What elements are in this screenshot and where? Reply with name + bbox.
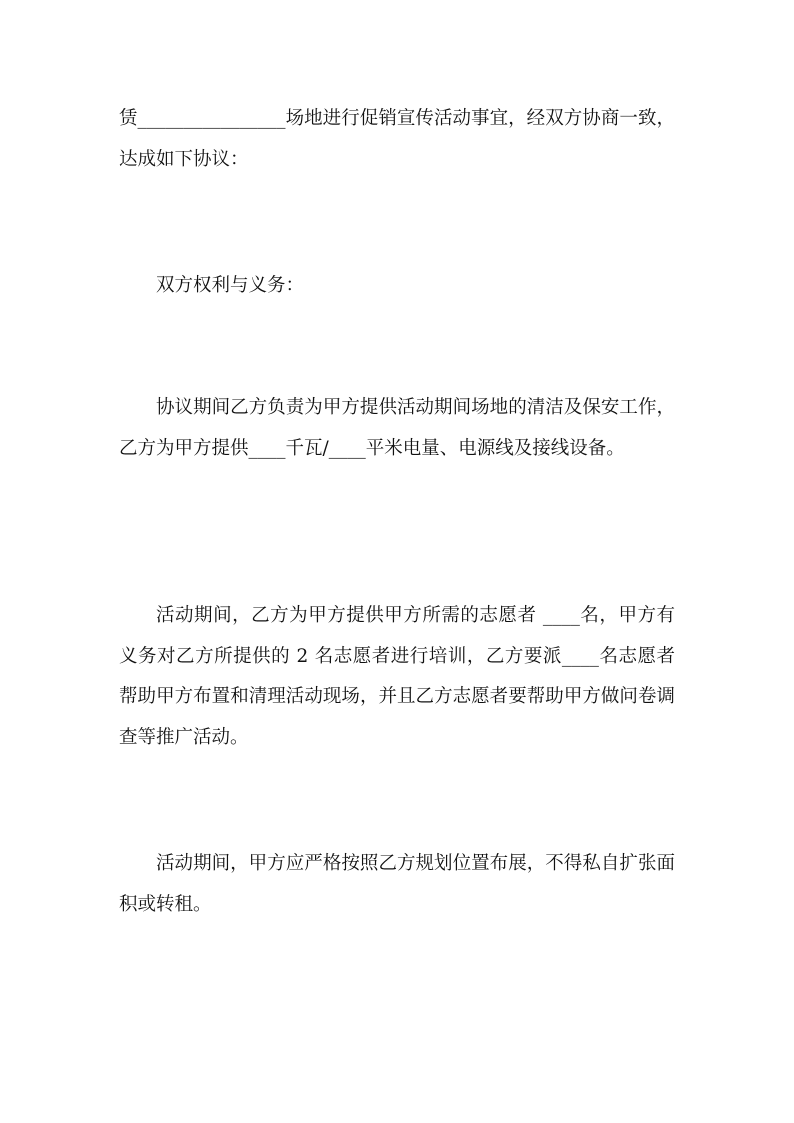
rights-obligations-heading: 双方权利与义务： (156, 275, 305, 296)
volunteers-paragraph: 活动期间，乙方为甲方提供甲方所需的志愿者 ____名，甲方有义务对乙方所提供的 2 名志愿者进行培训，乙方要派____名志愿者帮助甲方布置和清理活动现场，并且乙方志愿者要帮助甲方做问卷调查等推广活动。 (119, 605, 675, 748)
booth-placement-paragraph: 活动期间，甲方应严格按照乙方规划位置布展，不得私自扩张面积或转租。 (119, 853, 675, 915)
agreement-intro-paragraph: 赁________________场地进行促销宣传活动事宜，经双方协商一致，达成如下协议： (119, 108, 675, 170)
site-cleaning-security-paragraph: 协议期间乙方负责为甲方提供活动期间场地的清洁及保安工作，乙方为甲方提供____千瓦/____平米电量、电源线及接线设备。 (119, 397, 675, 459)
